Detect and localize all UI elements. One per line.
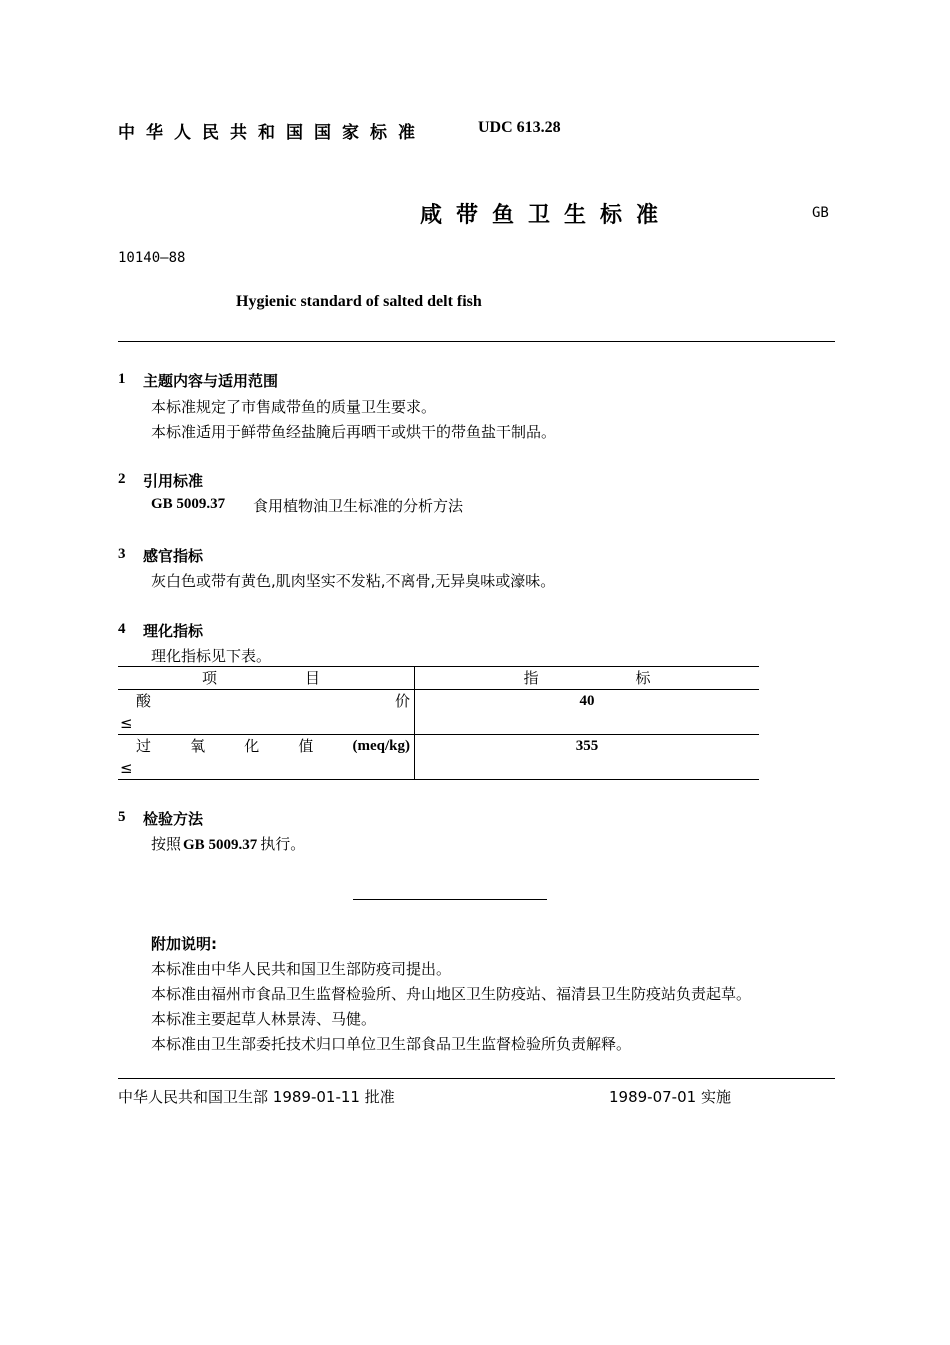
- section-heading: 引用标准: [143, 472, 204, 490]
- item-char: 化: [244, 737, 260, 755]
- section-heading: 感官指标: [143, 547, 204, 565]
- header-char: 指: [523, 669, 539, 687]
- item-cell: [118, 690, 415, 735]
- section-number: 4: [118, 621, 126, 637]
- header-char: 标: [635, 669, 651, 687]
- header-char: 项: [201, 669, 217, 687]
- header-item-cell: [118, 667, 415, 690]
- table-row: [118, 735, 759, 780]
- header-char: 目: [304, 669, 320, 687]
- section-number: 2: [118, 471, 126, 487]
- english-title: Hygienic standard of salted delt fish: [236, 293, 482, 310]
- section-number: 5: [118, 809, 126, 825]
- short-divider: [353, 899, 547, 900]
- paragraph: 本标准适用于鲜带鱼经盐腌后再晒干或烘干的带鱼盐干制品。: [151, 423, 557, 441]
- le-symbol: ≤: [120, 714, 133, 732]
- section-heading: 检验方法: [143, 810, 204, 828]
- section-heading: 主题内容与适用范围: [143, 372, 279, 390]
- approval-line: 中华人民共和国卫生部 1989-01-11 批准: [118, 1088, 395, 1106]
- le-symbol: ≤: [120, 759, 133, 777]
- table-row: [118, 690, 759, 735]
- reference-code: GB 5009.37: [151, 496, 226, 512]
- item-cell: [118, 735, 415, 780]
- gb-prefix: GB: [812, 205, 829, 221]
- table-header-row: [118, 667, 759, 690]
- footer-divider: [118, 1078, 835, 1079]
- reference-title: 食用植物油卫生标准的分析方法: [253, 497, 464, 515]
- item-char: 过: [136, 737, 152, 755]
- effective-line: 1989-07-01 实施: [609, 1088, 731, 1106]
- method-line: [151, 833, 305, 854]
- standard-number: 10140—88: [118, 250, 186, 266]
- udc-code: UDC 613.28: [478, 119, 561, 136]
- physicochemical-table: [118, 666, 759, 780]
- note-line: 本标准由卫生部委托技术归口单位卫生部食品卫生监督检验所负责解释。: [151, 1035, 632, 1053]
- item-char: 价: [394, 692, 410, 710]
- section-number: 1: [118, 371, 126, 387]
- item-char: 酸: [136, 692, 152, 710]
- paragraph: 灰白色或带有黄色,肌肉坚实不发粘,不离骨,无异臭味或濠味。: [151, 572, 556, 590]
- value: 40: [579, 693, 595, 709]
- note-line: 本标准由福州市食品卫生监督检验所、舟山地区卫生防疫站、福清县卫生防疫站负责起草。: [151, 985, 752, 1003]
- header-index-cell: [415, 667, 760, 690]
- section-number: 3: [118, 546, 126, 562]
- value-cell: [415, 690, 760, 735]
- value: 355: [575, 738, 599, 754]
- note-line: 本标准主要起草人林景涛、马健。: [151, 1010, 377, 1028]
- paragraph: 本标准规定了市售咸带鱼的质量卫生要求。: [151, 398, 437, 416]
- item-char: 值: [298, 737, 314, 755]
- document-title: 咸带鱼卫生标准: [420, 203, 673, 228]
- paragraph: 理化指标见下表。: [151, 647, 272, 665]
- notes-heading: 附加说明:: [151, 935, 217, 953]
- issuing-org: 中华人民共和国国家标准: [118, 123, 426, 143]
- item-char: 氧: [190, 737, 206, 755]
- note-line: 本标准由中华人民共和国卫生部防疫司提出。: [151, 960, 452, 978]
- method-code: GB 5009.37: [183, 837, 258, 853]
- section-heading: 理化指标: [143, 622, 204, 640]
- title-divider: [118, 341, 835, 342]
- value-cell: [415, 735, 760, 780]
- unit: (meq/kg): [352, 738, 410, 754]
- method-suffix: 执行。: [260, 835, 306, 853]
- method-prefix: 按照: [151, 835, 182, 853]
